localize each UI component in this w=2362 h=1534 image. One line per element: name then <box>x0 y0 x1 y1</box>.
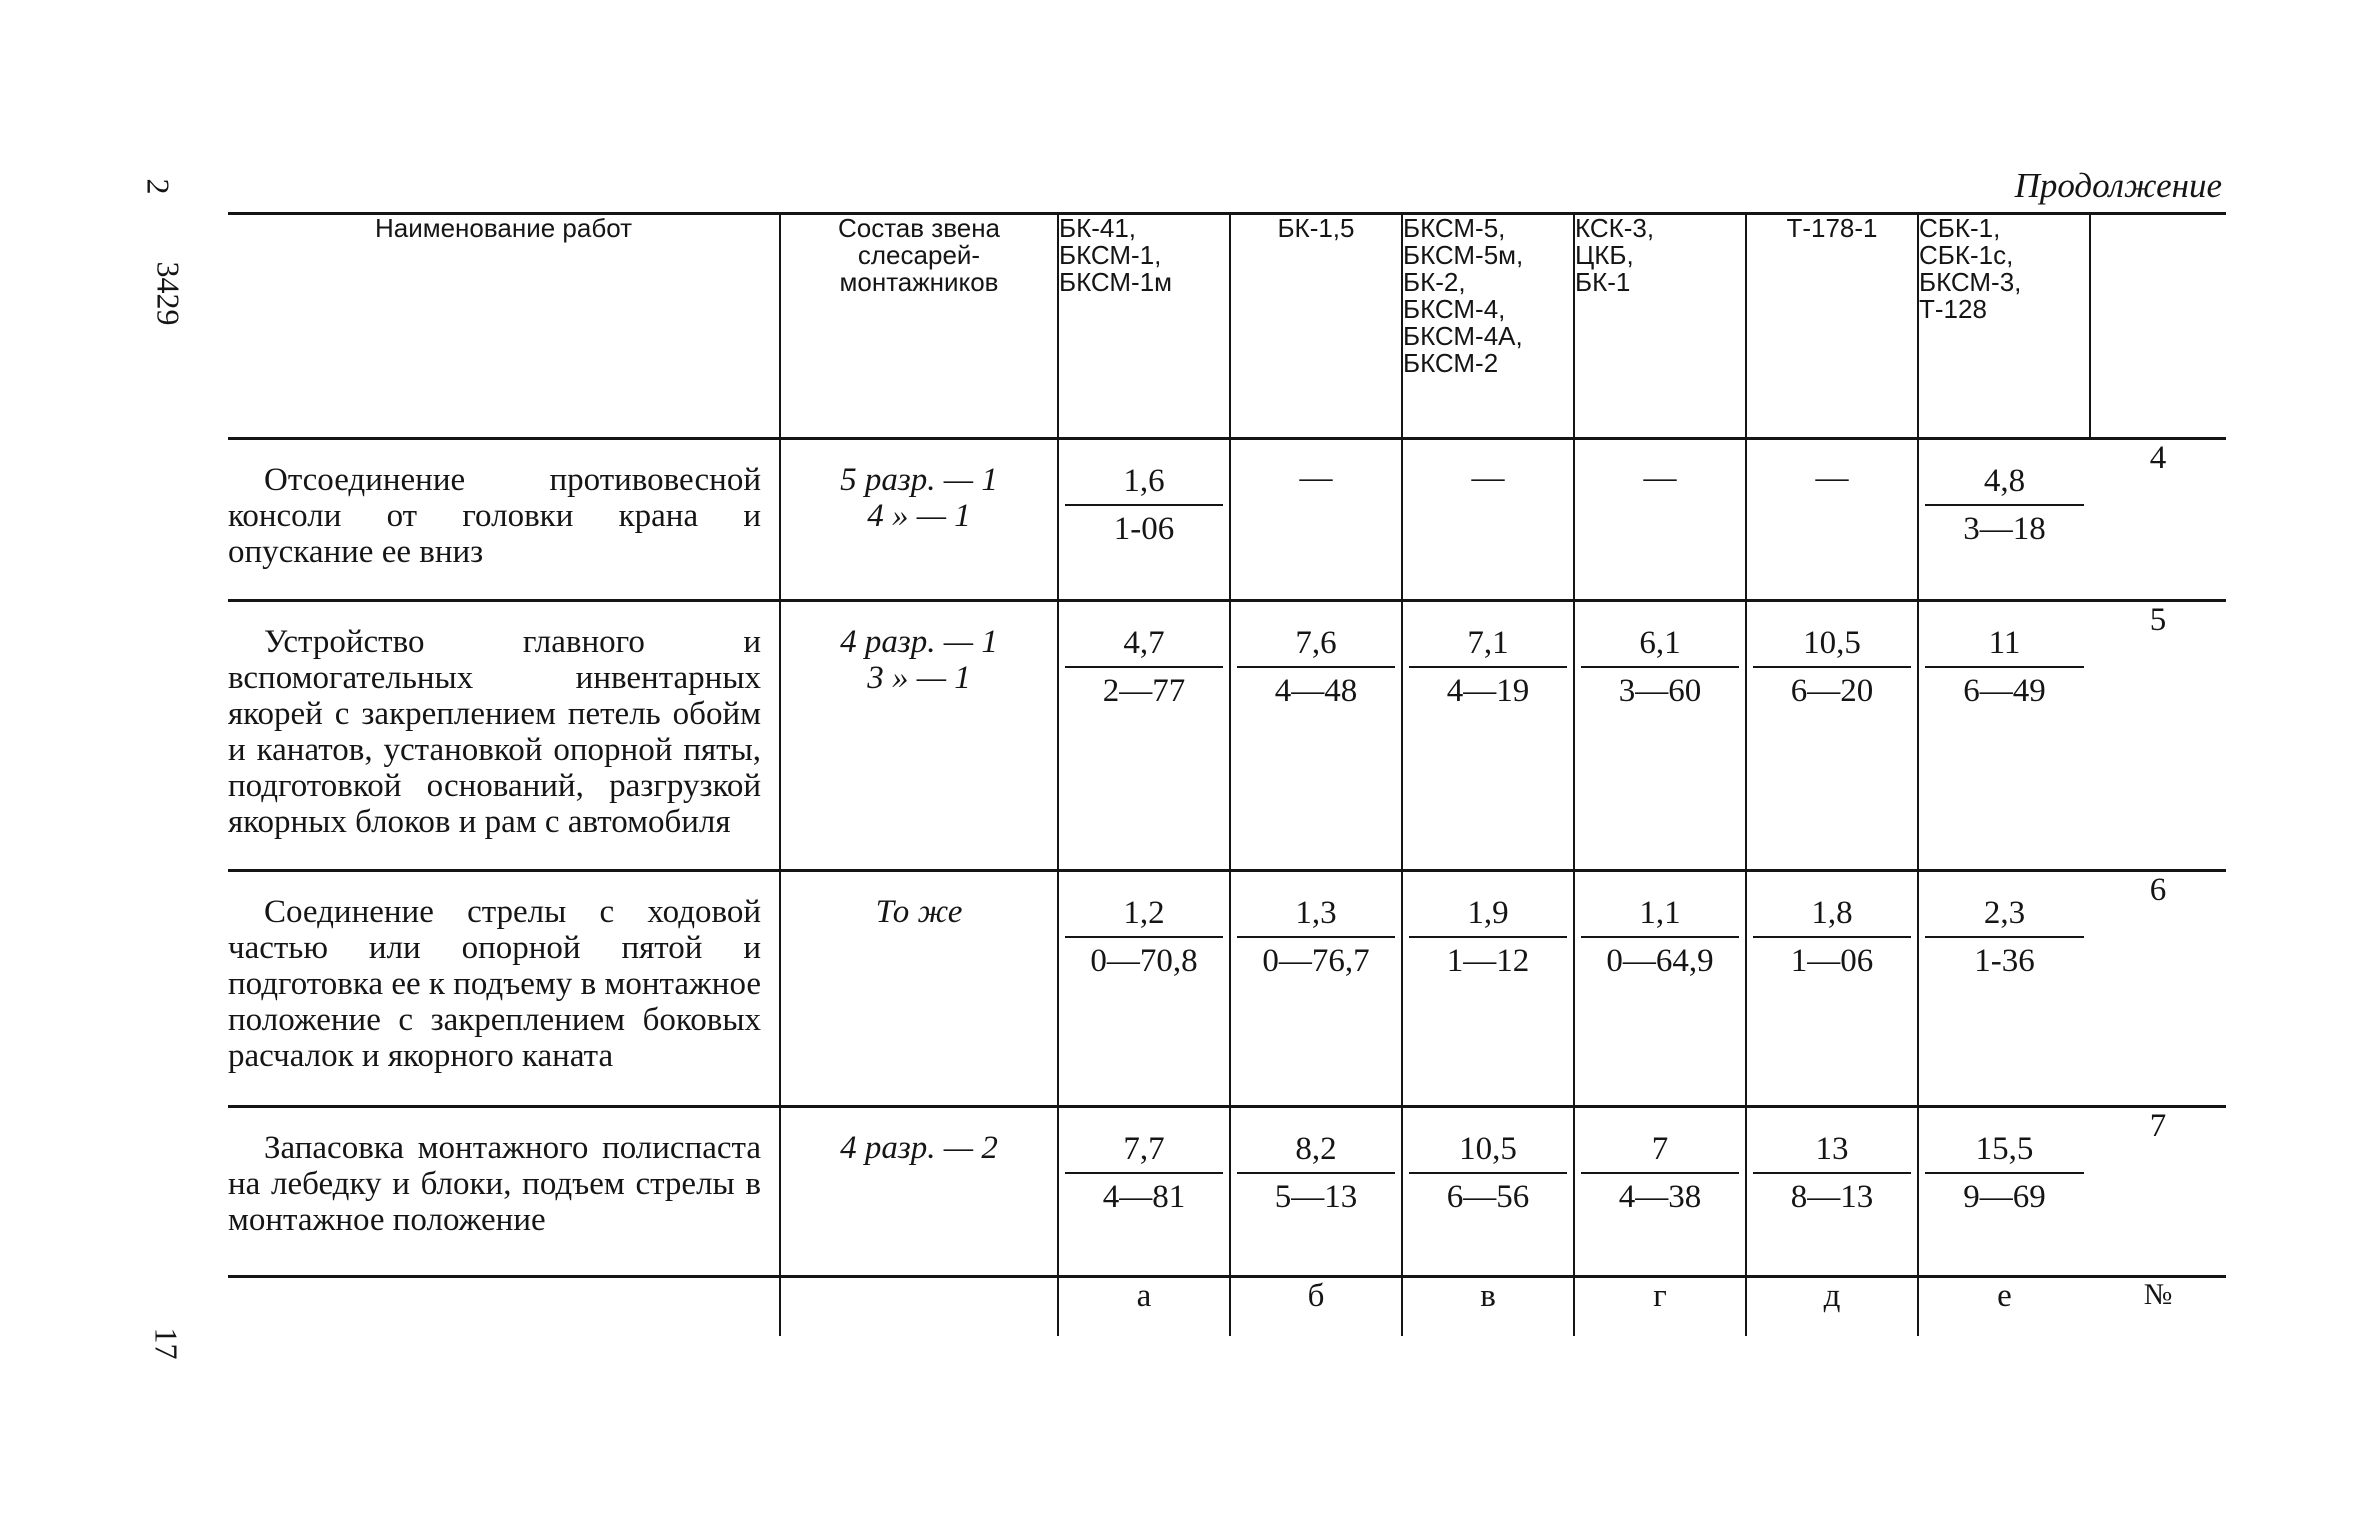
column-letter: е <box>1918 1277 2090 1337</box>
header-line: БК-1 <box>1575 267 1631 297</box>
norm-fraction <box>1925 894 2084 980</box>
table-row <box>228 1107 2226 1277</box>
work-name-cell: Отсоединение противовесной консоли от головки крана и опускание ее вниз <box>228 439 780 601</box>
price-norm: 0—70,8 <box>1090 943 1198 979</box>
price-norm: 1-36 <box>1974 943 2035 979</box>
time-norm: 15,5 <box>1925 1130 2084 1174</box>
header-line: БКСМ-4, <box>1403 294 1506 324</box>
norm-fraction <box>1925 1130 2084 1216</box>
norm-cell <box>1574 1107 1746 1277</box>
header-line: БКСМ-1, <box>1059 240 1162 270</box>
header-line: БК-2, <box>1403 267 1466 297</box>
work-name-cell: Соединение стрелы с ходовой частью или опорной пятой и подготовка ее к подъему в монтажное положение с закреплением боковых расчалок и якорного каната <box>228 871 780 1107</box>
norm-fraction <box>1409 1130 1567 1216</box>
column-letter: д <box>1746 1277 1918 1337</box>
column-letter: г <box>1574 1277 1746 1337</box>
header-line: БКСМ-3, <box>1919 267 2022 297</box>
document-number: 3429 <box>150 261 187 326</box>
header-work-name: Наименование работ <box>228 214 780 439</box>
norm-fraction <box>1237 624 1395 710</box>
norm-fraction <box>1409 624 1567 710</box>
sheet-number: 17 <box>148 1327 185 1360</box>
table-row <box>228 439 2226 601</box>
norm-cell <box>1574 601 1746 871</box>
norm-fraction <box>1065 894 1223 980</box>
header-line: КСК-3, <box>1575 213 1655 243</box>
time-norm: 7,6 <box>1237 624 1395 668</box>
norm-cell <box>1918 871 2090 1107</box>
header-line: Т-178-1 <box>1786 213 1878 243</box>
header-crew: Состав звена слесарей-монтажников <box>780 214 1058 439</box>
row-number: 4 <box>2090 439 2226 601</box>
column-letter: а <box>1058 1277 1230 1337</box>
norm-cell <box>1230 1107 1402 1277</box>
header-line: БКСМ-5, <box>1403 213 1506 243</box>
price-norm: 3—60 <box>1618 673 1702 709</box>
crew-line: То же <box>875 894 963 930</box>
time-norm: 1,9 <box>1409 894 1567 938</box>
time-norm: 13 <box>1753 1130 1911 1174</box>
norm-fraction <box>1065 624 1223 710</box>
column-letter-row <box>228 1277 2226 1337</box>
header-line: БКСМ-4А, <box>1403 321 1523 351</box>
dash-mark: — <box>1299 460 1333 496</box>
header-col-v <box>1402 214 1574 439</box>
dash-mark: — <box>1643 460 1677 496</box>
header-col-a <box>1058 214 1230 439</box>
table-row <box>228 871 2226 1107</box>
norm-fraction <box>1581 1130 1739 1216</box>
time-norm: 7 <box>1581 1130 1739 1174</box>
crew-line: 5 разр. — 1 <box>840 462 998 498</box>
norm-fraction <box>1753 1130 1911 1216</box>
crew-cell <box>780 439 1058 601</box>
norm-cell <box>1058 439 1230 601</box>
norm-fraction <box>1237 1130 1395 1216</box>
norm-cell <box>1746 1107 1918 1277</box>
price-norm: 4—48 <box>1274 673 1358 709</box>
header-line: СБК-1, <box>1919 213 2001 243</box>
footer-empty-cell <box>228 1277 780 1337</box>
price-norm: 6—49 <box>1963 673 2046 709</box>
price-norm: 9—69 <box>1963 1179 2046 1215</box>
norm-cell <box>1746 439 1918 601</box>
norm-cell <box>1746 871 1918 1107</box>
dash-mark: — <box>1815 460 1849 496</box>
norm-fraction <box>1581 894 1739 980</box>
time-norm: 10,5 <box>1753 624 1911 668</box>
time-norm: 1,2 <box>1065 894 1223 938</box>
norm-cell <box>1402 601 1574 871</box>
header-line: Т-128 <box>1919 294 1987 324</box>
price-norm: 1—06 <box>1790 943 1874 979</box>
crew-line: 4 » — 1 <box>867 498 971 534</box>
crew-line: 4 разр. — 2 <box>840 1130 998 1166</box>
time-norm: 1,3 <box>1237 894 1395 938</box>
price-norm: 0—64,9 <box>1606 943 1714 979</box>
norm-fraction <box>1925 624 2084 710</box>
crew-cell <box>780 1107 1058 1277</box>
row-number: 7 <box>2090 1107 2226 1277</box>
norm-cell <box>1574 871 1746 1107</box>
norm-cell <box>1058 871 1230 1107</box>
time-norm: 1,8 <box>1753 894 1911 938</box>
price-norm: 0—76,7 <box>1262 943 1370 979</box>
norm-cell <box>1918 601 2090 871</box>
crew-cell <box>780 871 1058 1107</box>
header-line: БКСМ-2 <box>1403 348 1499 378</box>
crew-line: 4 разр. — 1 <box>840 624 998 660</box>
norm-fraction <box>1065 462 1223 548</box>
column-letter: в <box>1402 1277 1574 1337</box>
page-number: 2 <box>140 178 177 195</box>
norm-cell <box>1230 871 1402 1107</box>
table-row <box>228 601 2226 871</box>
header-row <box>228 214 2226 439</box>
work-name-cell: Устройство главного и вспомогательных инвентарных якорей с закреплением петель обойм и канатов, установкой опорной пяты, подготовкой оснований, разгрузкой якорных блоков и рам с автомобиля <box>228 601 780 871</box>
price-norm: 4—38 <box>1618 1179 1702 1215</box>
header-no <box>2090 214 2226 439</box>
header-col-d <box>1746 214 1918 439</box>
continuation-label: Продолжение <box>2014 166 2222 205</box>
header-line: ЦКБ, <box>1575 240 1634 270</box>
time-norm: 4,8 <box>1925 462 2084 506</box>
number-sign: № <box>2090 1277 2226 1337</box>
header-col-b <box>1230 214 1402 439</box>
price-norm: 8—13 <box>1790 1179 1874 1215</box>
price-norm: 5—13 <box>1274 1179 1358 1215</box>
work-norms-table <box>228 212 2226 1336</box>
crew-line: 3 » — 1 <box>867 660 971 696</box>
norm-fraction <box>1065 1130 1223 1216</box>
price-norm: 3—18 <box>1963 511 2046 547</box>
norm-cell <box>1402 1107 1574 1277</box>
norm-cell <box>1402 439 1574 601</box>
price-norm: 6—20 <box>1790 673 1874 709</box>
norm-cell <box>1230 439 1402 601</box>
price-norm: 6—56 <box>1446 1179 1530 1215</box>
price-norm: 4—81 <box>1102 1179 1186 1215</box>
time-norm: 7,7 <box>1065 1130 1223 1174</box>
norm-cell <box>1230 601 1402 871</box>
norm-fraction <box>1753 624 1911 710</box>
dash-mark: — <box>1471 460 1505 496</box>
time-norm: 2,3 <box>1925 894 2084 938</box>
row-number: 5 <box>2090 601 2226 871</box>
norm-cell <box>1918 1107 2090 1277</box>
norm-cell <box>1574 439 1746 601</box>
time-norm: 10,5 <box>1409 1130 1567 1174</box>
norm-cell <box>1058 1107 1230 1277</box>
header-line: БК-1,5 <box>1277 213 1355 243</box>
time-norm: 1,1 <box>1581 894 1739 938</box>
price-norm: 2—77 <box>1102 673 1186 709</box>
norm-cell <box>1918 439 2090 601</box>
time-norm: 8,2 <box>1237 1130 1395 1174</box>
price-norm: 1-06 <box>1113 511 1175 547</box>
time-norm: 7,1 <box>1409 624 1567 668</box>
norm-fraction <box>1753 894 1911 980</box>
time-norm: 11 <box>1925 624 2084 668</box>
norm-fraction <box>1237 894 1395 980</box>
norm-fraction <box>1581 624 1739 710</box>
norm-cell <box>1058 601 1230 871</box>
time-norm: 4,7 <box>1065 624 1223 668</box>
price-norm: 4—19 <box>1446 673 1530 709</box>
header-line: СБК-1с, <box>1919 240 2014 270</box>
column-letter: б <box>1230 1277 1402 1337</box>
time-norm: 1,6 <box>1065 462 1223 506</box>
row-number: 6 <box>2090 871 2226 1107</box>
work-name-cell: Запасовка монтажного полиспаста на лебедку и блоки, подъем стрелы в монтажное положение <box>228 1107 780 1277</box>
norm-fraction <box>1925 462 2084 548</box>
norm-fraction <box>1409 894 1567 980</box>
header-line: БК-41, <box>1059 213 1137 243</box>
header-line: БКСМ-5м, <box>1403 240 1524 270</box>
norm-cell <box>1746 601 1918 871</box>
header-line: БКСМ-1м <box>1059 267 1173 297</box>
crew-cell <box>780 601 1058 871</box>
footer-empty-cell <box>780 1277 1058 1337</box>
header-col-e <box>1918 214 2090 439</box>
header-col-g <box>1574 214 1746 439</box>
time-norm: 6,1 <box>1581 624 1739 668</box>
norm-cell <box>1402 871 1574 1107</box>
price-norm: 1—12 <box>1446 943 1530 979</box>
